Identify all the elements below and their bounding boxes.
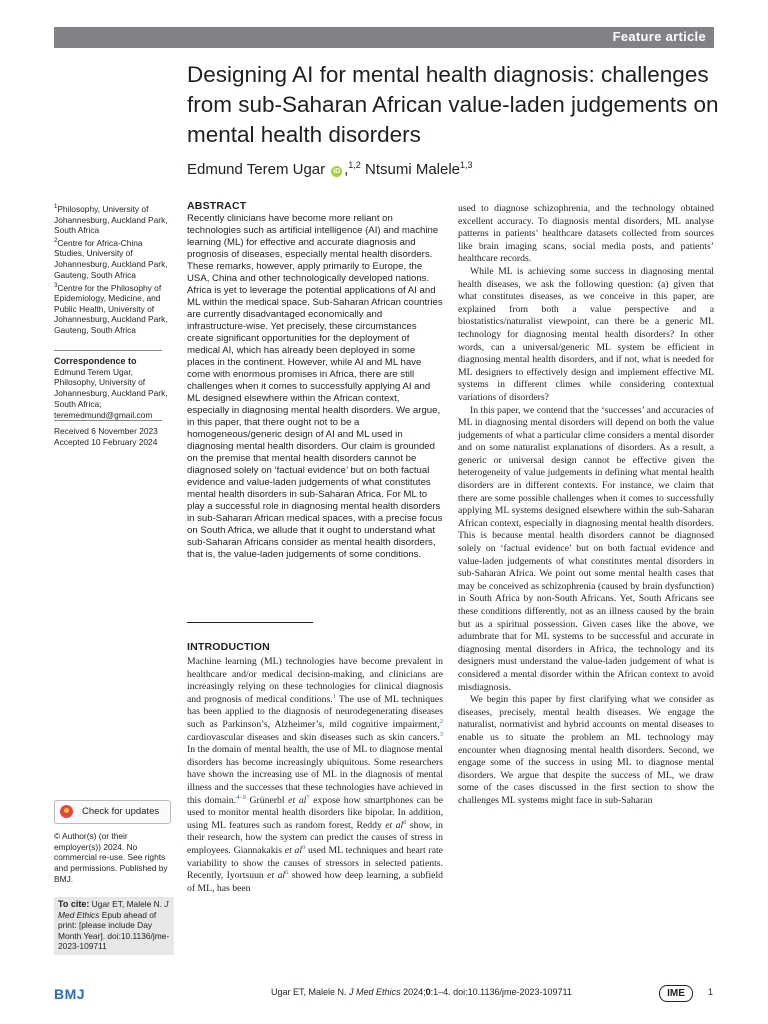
accepted-date: Accepted 10 February 2024 [54, 436, 158, 447]
abstract-heading: ABSTRACT [187, 200, 247, 212]
correspondence-heading: Correspondence to [54, 356, 137, 366]
abstract [187, 200, 443, 561]
check-for-updates-button[interactable]: Check for updates [54, 800, 171, 824]
affiliation-3: $^3$Centre for the Philosophy of Epidemiology, Medicine, and Public Health, University of Johannesburg, Auckland Park, Gauteng, South Africa [54, 282, 168, 336]
reference-link[interactable]: 3 [439, 730, 443, 738]
ime-logo: IME [659, 985, 693, 1002]
page-footer [54, 983, 714, 1003]
crossmark-icon [60, 805, 73, 818]
reference-link[interactable]: 9 [302, 843, 306, 851]
paragraph: Machine learning (ML) technologies have become prevalent in healthcare and/or medical decision-making, and clinicians are increasingly relying on these technologies for clinical diagnosis and prognosis of medical conditions.$^1$ The use of ML techniques has been applied to the diagnosis of neurodegenerating diseases such as Parkinson’s, Alzheimer’s, mild cognitive impairment,$^2$ cardiovascular diseases and skin diseases such as skin cancers.$^3$ In the domain of mental health, the use of ML to diagnose mental disorders has become increasingly ubiquitous. Some researchers have shown the increasing use of ML in the diagnosis of mental illness and the successes that these technologies have achieved in this domain.$^{4-9}$ Grünerbl et al$^7$ expose how smartphones can be used to monitor mental health disorders like bipolar. In addition, using ML features such as random forest, Reddy et al$^8$ show, in their research, how the system can predict the causes of stress in employees. Giannakakis et al$^9$ used ML techniques and heart rate variability to show the causes of stressors in selected patients. Recently, Iyortsuun et al$^6$ showed how deep learning, a subfield of ML, has been [187, 656, 444, 894]
footer-citation: Ugar ET, Malele N. J Med Ethics 2024;0:1–4. doi:10.1136/jme-2023-109711 [271, 987, 572, 997]
copyright: © Author(s) (or their employer(s)) 2024. No commercial re-use. See rights and permissions. Published by BMJ. [54, 831, 168, 884]
paragraph: We begin this paper by first clarifying what we consider as diseases, precisely, mental health diseases. We engage the naturalist, normativist and hybrid accounts on mental diseases to enable us to situate the problem an ML technology may encounter when diagnosing mental health disorders. Second, we engage some of the success in using ML to diagnose mental disorders. We argue that despite the success of ML, we draw some of the cases discussed in the first section to show the challenges ML systems might face in sub-Saharan [458, 694, 714, 806]
introduction-heading: INTRODUCTION [187, 641, 270, 653]
introduction-body [187, 656, 443, 895]
affiliations [54, 202, 169, 336]
affiliation-1: $^1$Philosophy, University of Johannesburg, Auckland Park, South Africa [54, 203, 168, 236]
reference-link[interactable]: 4–9 [236, 793, 246, 801]
dates [54, 426, 169, 447]
paragraph: used to diagnose schizophrenia, and the technology obtained excellent accuracy. To diagnosis mental disorders, ML analyse patterns in patients’ healthcare datasets collected from sources like brain imaging scans, social media posts, and patients’ healthcare records. [458, 203, 714, 265]
divider [187, 622, 313, 623]
author-2[interactable]: Ntsumi Malele [364, 161, 461, 178]
reference-link[interactable]: 7 [306, 793, 310, 801]
affiliation-2: $^2$Centre for Africa-China Studies, University of Johannesburg, Auckland Park, Gauteng, South Africa [54, 237, 168, 280]
abstract-text: Recently clinicians have become more reliant on technologies such as artificial intelligence (AI) and machine learning (ML) for effective and accurate diagnosis and prognosis of diseases, especially mental health disorders. These remarks, however, apply primarily to Europe, the USA, China and other technologically developed nations. Africa is yet to leverage the potential applications of AI and ML within the medical space. Sub-Saharan African countries are currently disadvantaged economically and infrastructure-wise. Yet precisely, these circumstances create significant opportunities for the deployment of medical AI, which has already been deployed in some places in the continent. However, while AI and ML have come with enormous promises in Africa, there are still challenges when it comes to successfully applying AI and ML designed elsewhere within the African context, especially in diagnosing mental health disorders. We argue, in this paper, that there ought not to be a homogeneous/generic design of AI and ML used in diagnosing mental health disorders. Our claim is grounded on the premise that mental health disorders cannot be diagnosed solely on ‘factual evidence’ but on both factual evidence and value-laden judgements of what constitutes mental health disorders in sub-Saharan Africa. For ML to play a successful role in diagnosing mental health disorders in sub-Saharan African medical spaces, with a precise focus on South Africa, we allude that it ought to understand what sub-Saharan Africans consider as mental health disorders, that is, the value-laden judgements of some conditions. [187, 213, 443, 560]
author-1[interactable]: Edmund Terem Ugar [187, 161, 326, 178]
correspondence [54, 356, 169, 420]
author-line: Edmund Terem Ugar iD ,$^{1,2}$ Ntsumi Malele$^{1,3}$ [187, 160, 473, 178]
divider [54, 420, 162, 421]
reference-link[interactable]: 2 [439, 717, 443, 725]
divider [54, 350, 162, 351]
correspondence-text: Edmund Terem Ugar, Philosophy, University of Johannesburg, Auckland Park, South Africa; teremedmund@gmail.com [54, 366, 168, 420]
reference-link[interactable]: 1 [332, 692, 336, 700]
received-date: Received 6 November 2023 [54, 426, 158, 436]
paragraph: In this paper, we contend that the ‘successes’ and accuracies of ML in diagnosing mental disorders will depend on both the value judgements of what a particular clime considers a mental disorder and on some naturalist explanations of disorders. As a result, a generic or universal design cannot be effective given the heterogeneity of value judgements in defining what mental health disorders are in different contexts. For instance, we claim that there are some possible challenges when it comes to successfully applying ML systems designed elsewhere within the sub-Saharan African context, especially in diagnosing mental health disorders. This is because mental health disorders cannot be diagnosed solely on ‘factual evidence’ but on both factual evidence and value-laden judgements of what constitutes mental disorders in sub-Saharan Africa. We point out some mental health cases that may be conceived as schizophrenia (caused by brain dysfunction) in South Africa by non-South Africans. Yet, South Africans see these conditions differently, not as an illness caused by the brain but as a spiritual possession. Given cases like the above, we adumbrate that for ML systems to be successful and accurate in diagnosing mental disorders in Africa, the technology and its designers must understand the value-laden judgement of what is considered a mental disorder within the African context to avoid misdiagnosis. [458, 404, 714, 693]
body-right-column [458, 203, 714, 808]
banner-label: Feature article [612, 29, 706, 44]
citation-box: To cite: Ugar ET, Malele N. J Med Ethics Epub ahead of print: [please include Day Month Year]. doi:10.1136/jme-2023-109711 [54, 897, 174, 955]
paragraph: While ML is achieving some success in diagnosing mental health diseases, we ask the following question: (a) given that what constitutes diseases, as we conceive in this paper, are explained from both a value perspective and a biostatistics/naturalist viewpoint, can there be a generic ML technology for diagnosing mental health disorders? In other words, can a universal/generic ML system be efficient in diagnosing mental health disorders, and if not, what is needed for ML designers to effectively design and implement effective ML systems in different climes while considering contextual variations of disorders? [458, 265, 714, 403]
section-banner [54, 27, 714, 48]
bmj-logo: BMJ [54, 986, 86, 1002]
article-title: Designing AI for mental health diagnosis: challenges from sub-Saharan African value-laden judgements on mental health disorders [187, 62, 719, 147]
orcid-icon[interactable]: iD [333, 168, 341, 175]
reference-link[interactable]: 8 [403, 818, 407, 826]
reference-link[interactable]: 6 [285, 868, 289, 876]
page-number: 1 [708, 987, 714, 997]
